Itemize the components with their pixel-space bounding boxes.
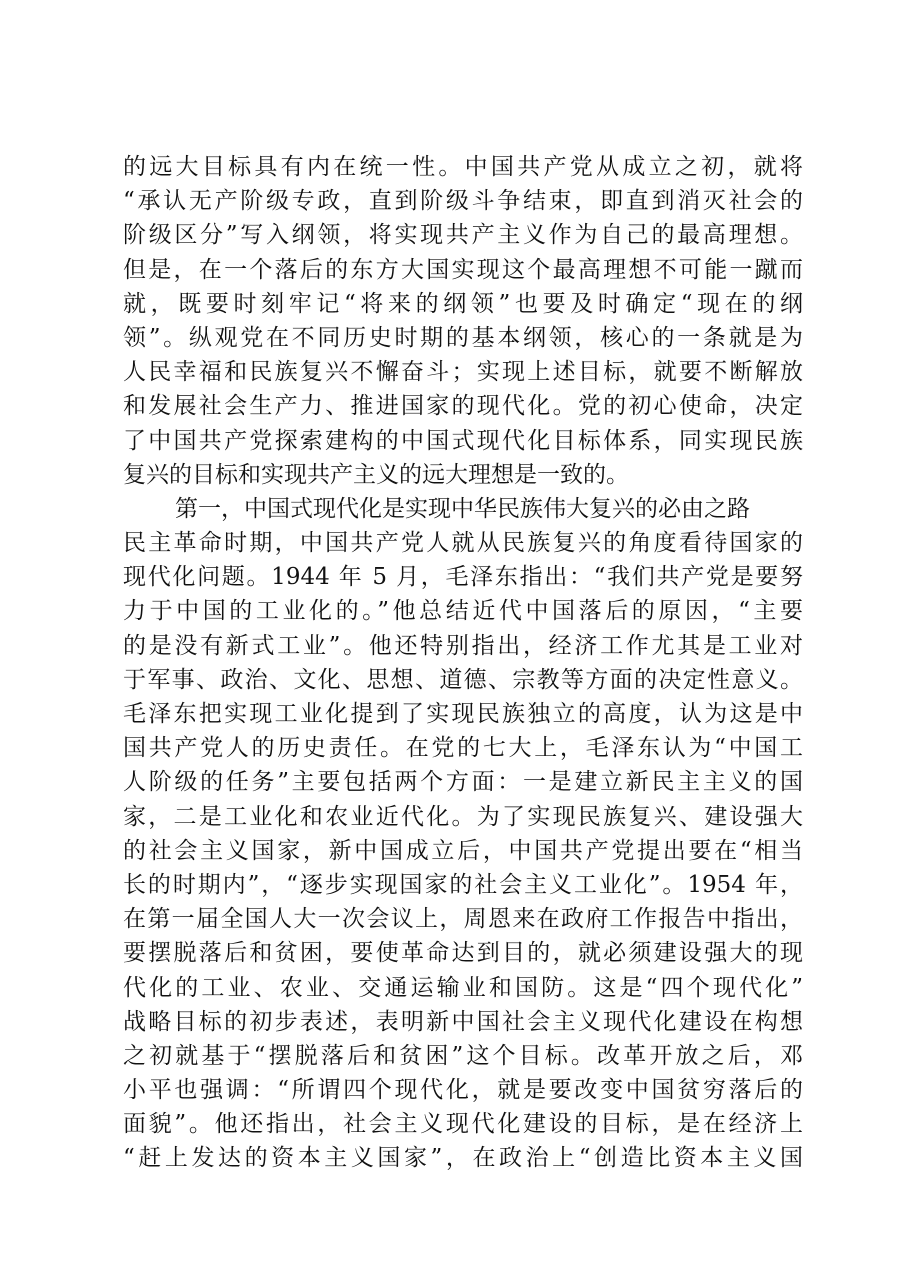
text-line: 领”。纵观党在不同历史时期的基本纲领，核心的一条就是为 bbox=[123, 324, 803, 351]
section-heading: 第一，中国式现代化是实现中华民族伟大复兴的必由之路 bbox=[175, 495, 750, 522]
text-line: 阶级区分”写入纲领，将实现共产主义作为自己的最高理想。 bbox=[123, 222, 803, 249]
text-line: 人民幸福和民族复兴不懈奋斗；实现上述目标，就要不断解放 bbox=[123, 359, 803, 386]
text-line: 之初就基于“摆脱落后和贫困”这个目标。改革开放之后，邓 bbox=[123, 1042, 803, 1069]
text-line: 的远大目标具有内在统一性。中国共产党从成立之初，就将 bbox=[123, 154, 803, 180]
text-line: “赶上发达的资本主义国家”，在政治上“创造比资本主义国 bbox=[123, 1145, 803, 1172]
text-line: 小平也强调：“所谓四个现代化，就是要改变中国贫穷落后的 bbox=[123, 1077, 803, 1104]
text-line: 但是，在一个落后的东方大国实现这个最高理想不可能一蹴而 bbox=[123, 256, 803, 283]
text-line: 战略目标的初步表述，表明新中国社会主义现代化建设在构想 bbox=[123, 1008, 803, 1035]
text-line: 长的时期内”，“逐步实现国家的社会主义工业化”。1954 年， bbox=[123, 871, 803, 898]
text-line: 在第一届全国人大一次会议上，周恩来在政府工作报告中指出， bbox=[123, 906, 803, 933]
text-line: 的社会主义国家，新中国成立后，中国共产党提出要在“相当 bbox=[123, 837, 803, 864]
text-line: 面貌”。他还指出，社会主义现代化建设的目标，是在经济上 bbox=[123, 1111, 803, 1138]
text-line: 现代化问题。1944 年 5 月，毛泽东指出：“我们共产党是要努 bbox=[123, 564, 803, 591]
text-line: 要摆脱落后和贫困，要使革命达到目的，就必须建设强大的现 bbox=[123, 940, 803, 967]
text-line: 和发展社会生产力、推进国家的现代化。党的初心使命，决定 bbox=[123, 393, 803, 420]
text-line: 复兴的目标和实现共产主义的远大理想是一致的。 bbox=[123, 461, 629, 488]
text-line: 代化的工业、农业、交通运输业和国防。这是“四个现代化” bbox=[123, 974, 803, 1001]
text-line: 国共产党人的历史责任。在党的七大上，毛泽东认为“中国工 bbox=[123, 735, 803, 762]
document-body bbox=[123, 150, 803, 1176]
text-line: 民主革命时期，中国共产党人就从民族复兴的角度看待国家的 bbox=[123, 530, 803, 557]
text-line: 了中国共产党探索建构的中国式现代化目标体系，同实现民族 bbox=[123, 427, 803, 454]
text-line: 毛泽东把实现工业化提到了实现民族独立的高度，认为这是中 bbox=[123, 701, 803, 727]
text-line: 家，二是工业化和农业近代化。为了实现民族复兴、建设强大 bbox=[123, 803, 803, 830]
text-line: 于军事、政治、文化、思想、道德、宗教等方面的决定性意义。 bbox=[123, 666, 803, 693]
text-line: 的是没有新式工业”。他还特别指出，经济工作尤其是工业对 bbox=[123, 632, 803, 659]
text-line: “承认无产阶级专政，直到阶级斗争结束，即直到消灭社会的 bbox=[123, 188, 803, 215]
text-line: 力于中国的工业化的。”他总结近代中国落后的原因，“主要 bbox=[123, 598, 803, 625]
text-line: 人阶级的任务”主要包括两个方面：一是建立新民主主义的国 bbox=[123, 769, 803, 796]
text-line: 就，既要时刻牢记“将来的纲领”也要及时确定“现在的纲 bbox=[123, 290, 803, 317]
